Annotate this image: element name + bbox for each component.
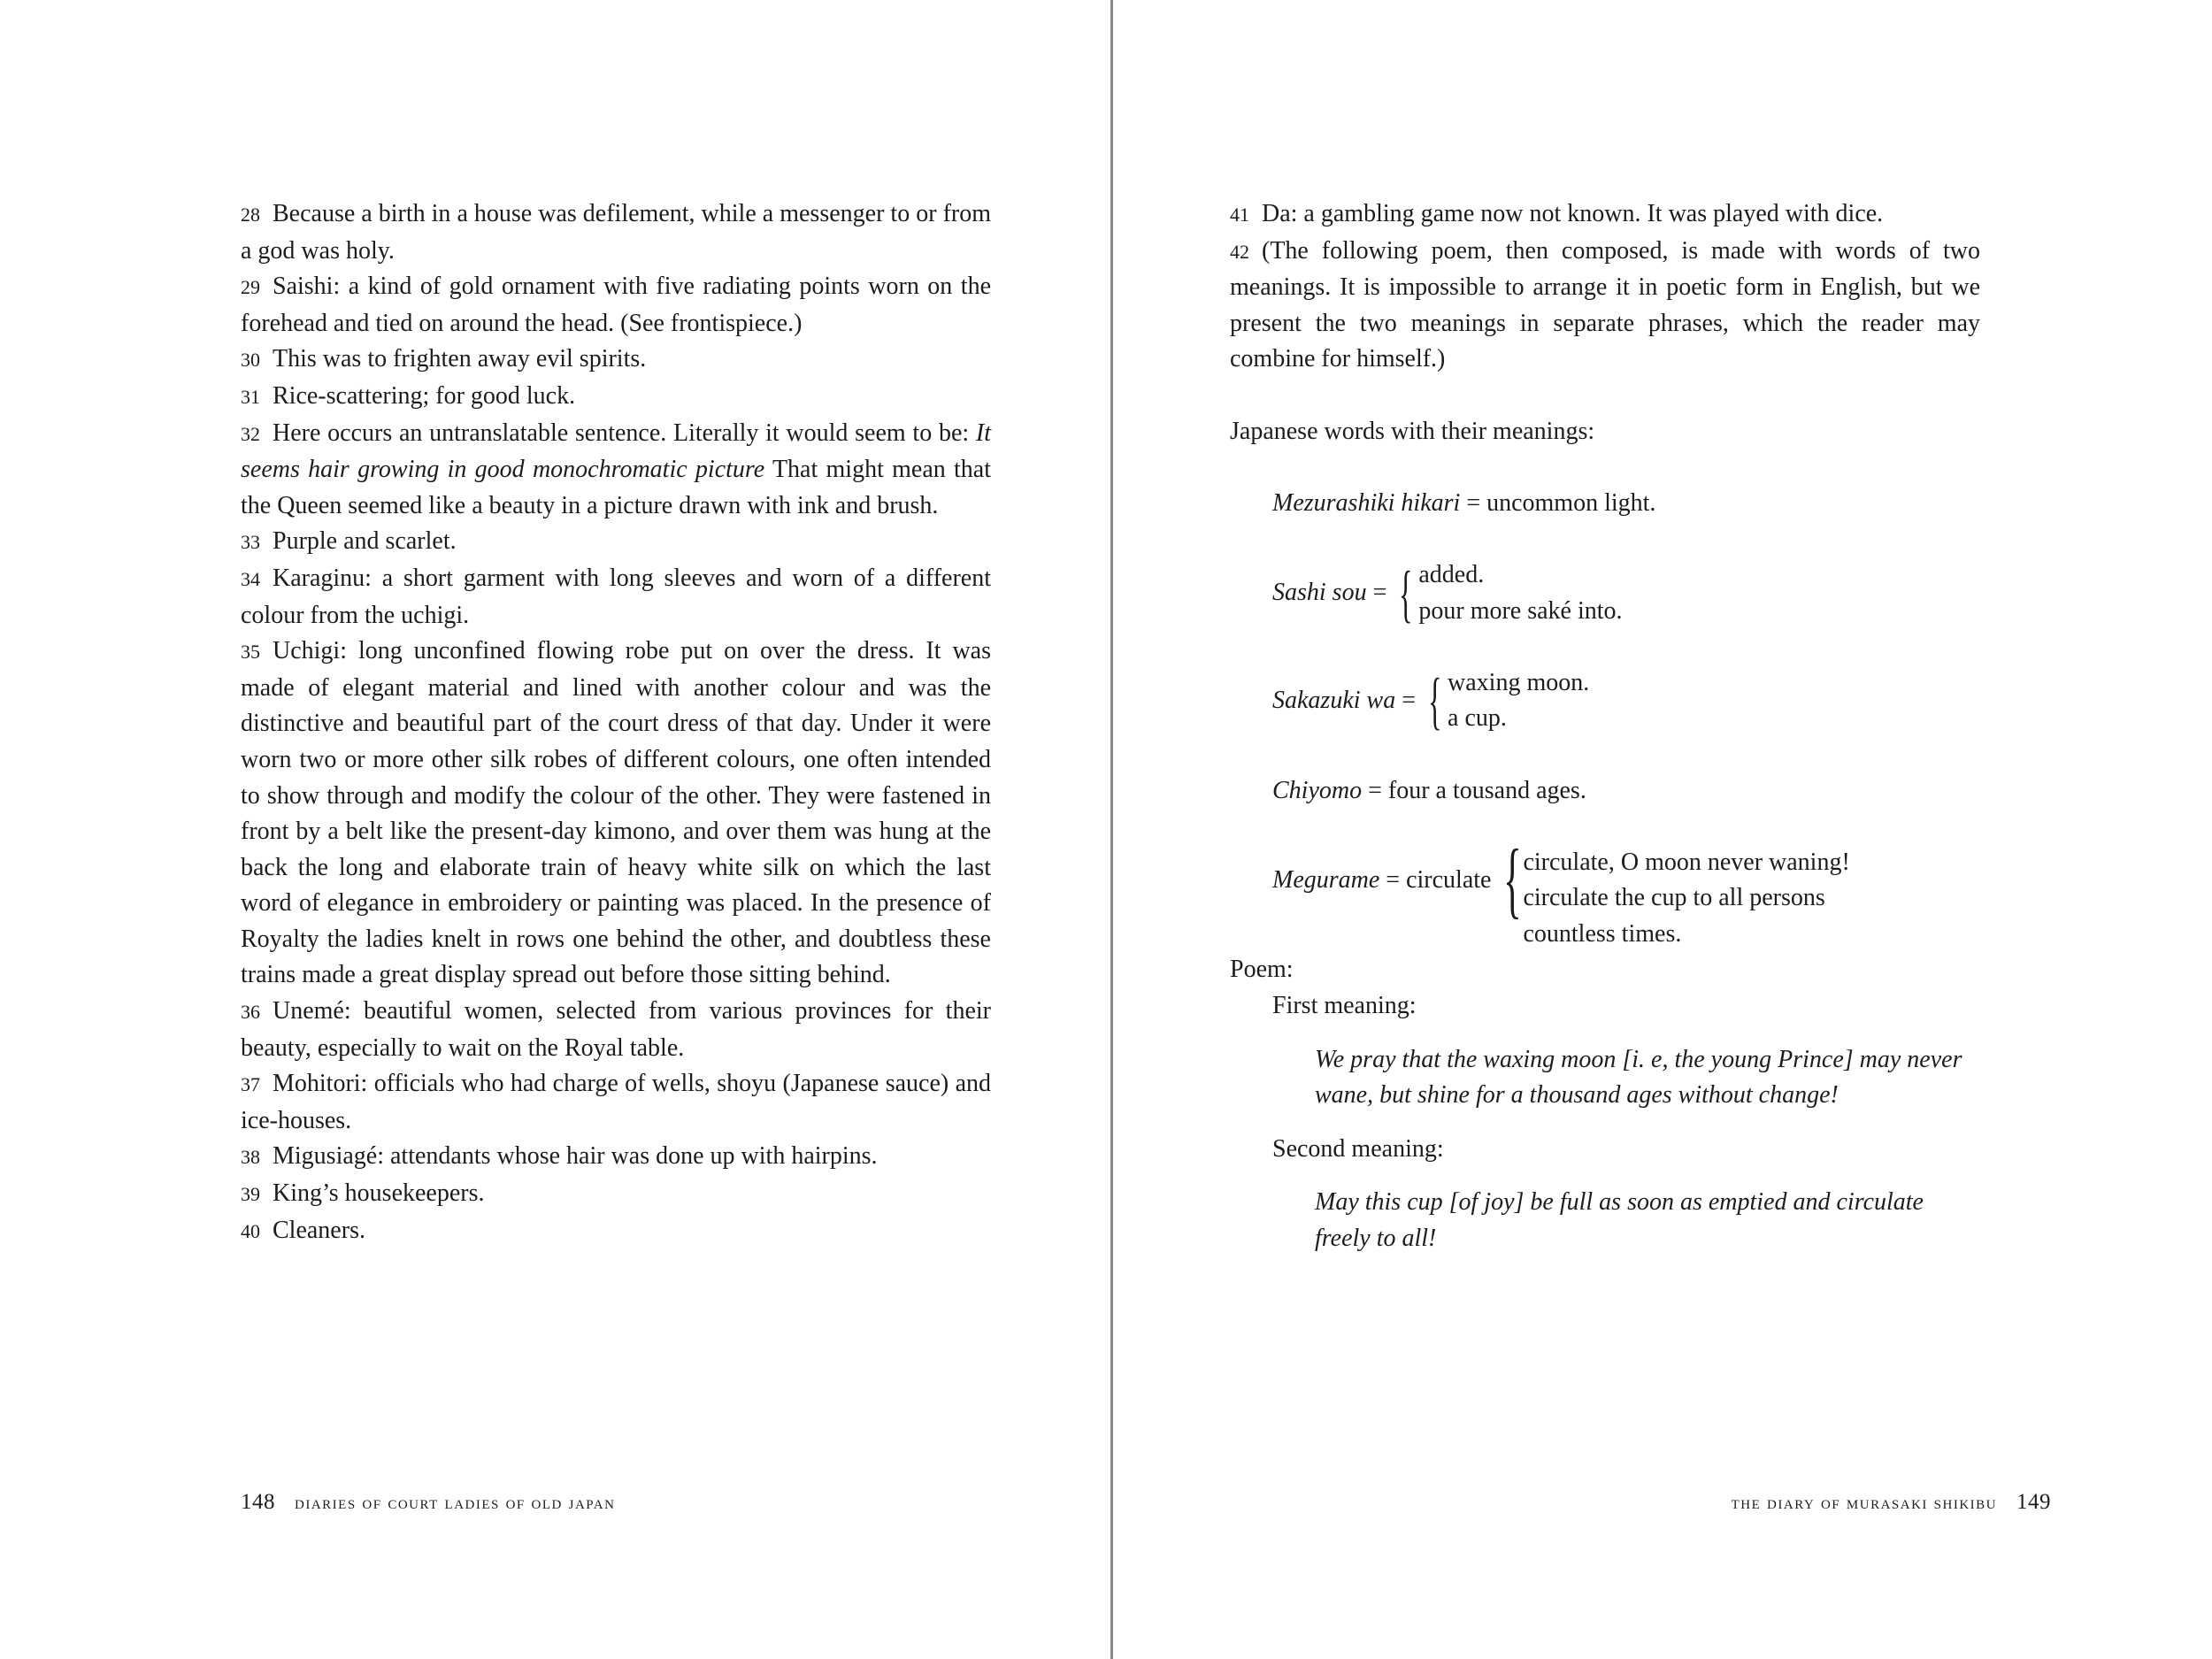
first-meaning-verse: We pray that the waxing moon [i. e, the young Prince] may never wane, but shine for a thousand ages without change! [1315,1045,1962,1110]
glossary-entry-chiyomo: Chiyomo = four a tousand ages. [1272,776,1586,804]
right-page [1113,0,2212,1659]
first-meaning-label: First meaning: [1272,992,1417,1020]
glossary-heading: Japanese words with their meanings: [1230,417,1595,445]
glossary-entry-mezurashiki: Mezurashiki hikari = uncommon light. [1272,488,1656,517]
left-running-footer [241,1490,615,1515]
footnote-42: 42 (The following poem, then composed, is made with words of two meanings. It is impossible to arrange it in poetic form in English, but we present the two meanings in separate phrases, which the reader may combine for himself.) [1230,236,1980,373]
footnote-28: 28 Because a birth in a house was defilement, while a messenger to or from a god was holy. [241,200,991,265]
footnote-32: 32 Here occurs an untranslatable sentence. Literally it would seem to be: It seems hair growing in good monochromatic picture That might mean that the Queen seemed like a beauty in a picture drawn with ink and brush. [241,419,991,519]
footnote-38: 38 Migusiagé: attendants whose hair was done up with hairpins. [241,1142,878,1171]
footnote-40: 40 Cleaners. [241,1216,365,1244]
footnote-30: 30 This was to frighten away evil spirits. [241,345,647,373]
poem-label: Poem: [1230,956,1294,984]
right-notes-column [1230,196,1980,1257]
footnote-33: 33 Purple and scarlet. [241,527,457,556]
glossary-entry-sashi-sou: Sashi sou = { added. pour more saké into. [1272,557,1623,629]
second-meaning-label: Second meaning: [1272,1134,1444,1163]
footnote-29: 29 Saishi: a kind of gold ornament with five radiating points worn on the forehead and tied on around the head. (See frontispiece.) [241,273,991,337]
footnote-37: 37 Mohitori: officials who had charge of wells, shoyu (Japanese sauce) and ice-houses. [241,1070,991,1134]
second-meaning-verse: May this cup [of joy] be full as soon as emptied and circulate freely to all! [1315,1188,1924,1253]
right-running-footer [1732,1490,2051,1515]
left-brace-icon: { [1399,557,1413,629]
left-notes-column [241,196,991,1249]
footnote-34: 34 Karaginu: a short garment with long sleeves and worn of a different colour from the uchigi. [241,564,991,629]
glossary-entry-sakazuki-wa: Sakazuki wa = { waxing moon. a cup. [1272,665,1590,737]
footnote-31: 31 Rice-scattering; for good luck. [241,381,576,410]
page-number: 149 [2016,1490,2051,1514]
footnote-39: 39 King’s housekeepers. [241,1179,485,1208]
footnote-35: 35 Uchigi: long unconfined flowing robe put on over the dress. It was made of elegant material and lined with another colour and was the distinctive and beautiful part of the court dress of that day. Under it were worn two or more other silk robes of different colours, one often intended to show through and modify the colour of the other. They were fastened in front by a belt like the present-day kimono, and over them was hung at the back the long and elaborate train of heavy white silk on which the last word of elegance in embroidery or painting was placed. In the presence of Royalty the ladies knelt in rows one behind the other, and doubtless these trains made a great display spread out before those sitting behind. [241,637,991,989]
running-title: the diary of murasaki shikibu [1731,1492,1997,1513]
footnote-41: 41 Da: a gambling game now not known. It was played with dice. [1230,200,1884,227]
glossary-entry-megurame: Megurame = circulate { circulate, O moon never waning! circulate the cup to all persons countless times. [1272,831,1850,948]
running-title: diaries of court ladies of old japan [295,1492,616,1513]
footnote-36: 36 Unemé: beautiful women, selected from various provinces for their beauty, especially to wait on the Royal table. [241,997,991,1062]
left-brace-icon: { [1503,831,1523,926]
page-number: 148 [241,1490,275,1514]
left-brace-icon: { [1428,665,1442,737]
